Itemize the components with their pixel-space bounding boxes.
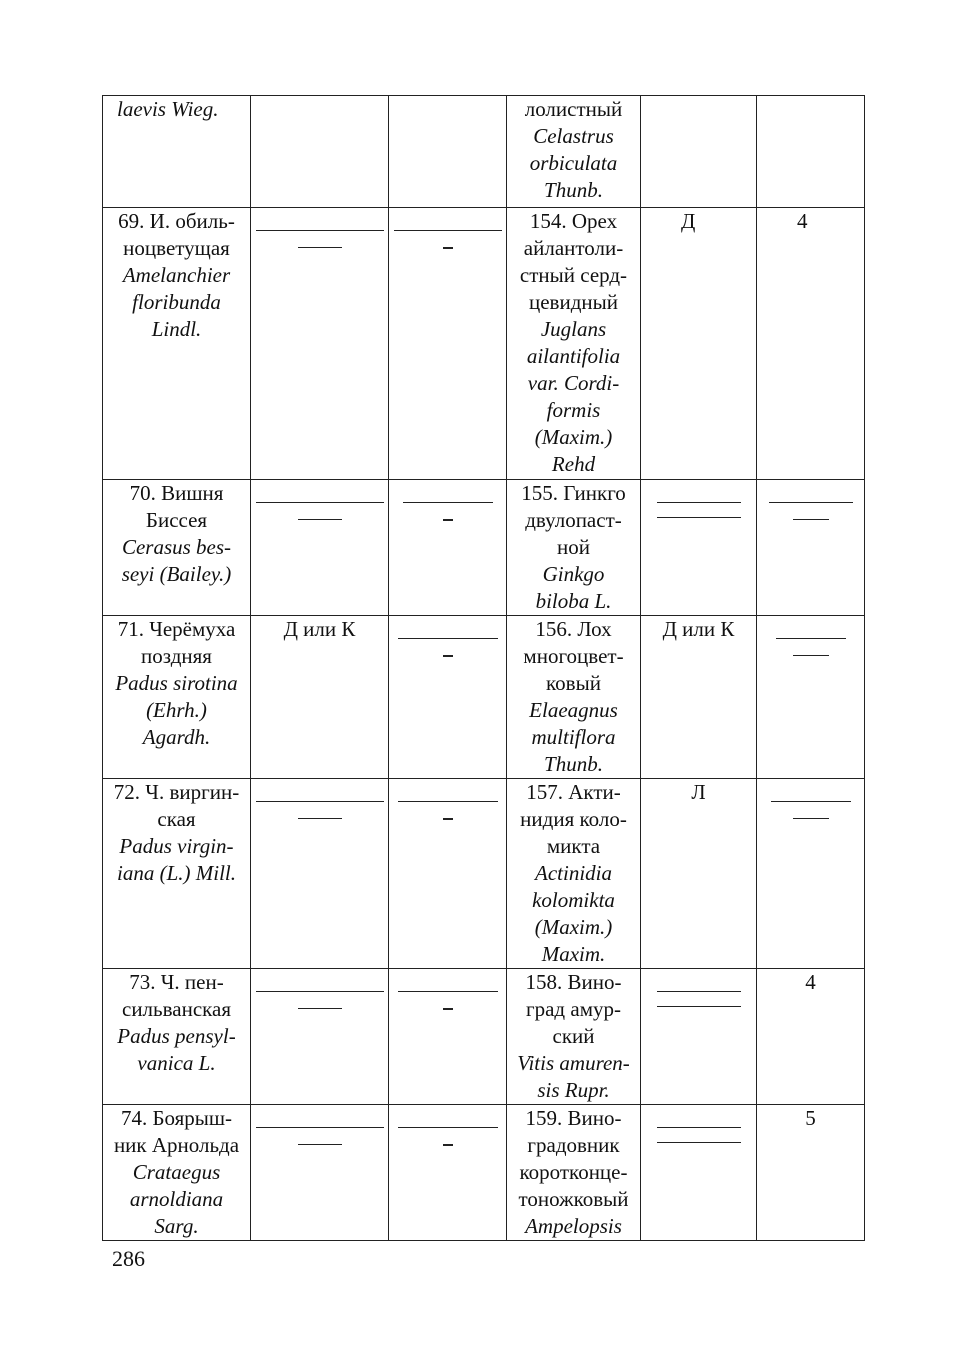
col3-cell [389, 208, 507, 480]
species-name-cell [103, 969, 251, 1105]
dash-line [256, 991, 384, 992]
dash-line [443, 519, 453, 521]
dash-line [657, 502, 741, 503]
col2-cell [251, 1105, 389, 1241]
dash-line [769, 502, 853, 503]
cell-value: Д [681, 209, 696, 233]
name-line: Lindl. [151, 317, 202, 341]
name-line: Juglans [540, 317, 607, 341]
col5-cell [641, 1105, 757, 1241]
species-name-cell [507, 208, 641, 480]
species-name-cell [507, 480, 641, 616]
dash-line [298, 818, 342, 819]
name-line: Crataegus [132, 1160, 221, 1184]
name-line: ailantifolia [526, 344, 621, 368]
name-line: ник Арнольда [113, 1133, 240, 1157]
cell-value: Д или К [283, 617, 356, 641]
dash-line [298, 1144, 342, 1145]
name-line: поздняя [141, 644, 212, 668]
dash-line [443, 655, 453, 657]
species-name-cell [103, 96, 251, 208]
name-line: 74. Боярыш- [120, 1106, 233, 1130]
col3-cell [389, 779, 507, 969]
dash-line [398, 1127, 498, 1128]
name-line: formis [546, 398, 601, 422]
name-line: Thunb. [544, 178, 603, 202]
col6-cell [757, 969, 865, 1105]
dash-line [256, 801, 384, 802]
name-line: 69. И. обиль- [118, 209, 235, 233]
table-row [103, 1105, 865, 1241]
table-row [103, 96, 865, 208]
col6-cell [757, 96, 865, 208]
name-line: 70. Вишня [129, 481, 224, 505]
table-row [103, 779, 865, 969]
name-line: лолистный [524, 97, 623, 121]
table-row [103, 969, 865, 1105]
col2-cell [251, 779, 389, 969]
name-line: коротконце- [519, 1160, 628, 1184]
col3-cell [389, 96, 507, 208]
dash-line [398, 801, 498, 802]
name-line: (Maxim.) [534, 425, 613, 449]
name-line: нидия коло- [520, 807, 627, 831]
col6-cell [757, 1105, 865, 1241]
name-line: Elaeagnus [529, 698, 618, 722]
name-line: sis Rupr. [537, 1078, 610, 1102]
name-line: Maxim. [541, 942, 606, 966]
name-line: Amelanchier [122, 263, 231, 287]
name-line: 72. Ч. виргин- [113, 780, 240, 804]
name-line: 157. Акти- [526, 780, 621, 804]
dash-line [398, 638, 498, 639]
col2-cell [251, 96, 389, 208]
name-line: айлантоли- [523, 236, 624, 260]
dash-line [443, 1144, 453, 1146]
dash-line [394, 230, 502, 231]
name-line: Padus virgin- [119, 834, 234, 858]
name-line: 71. Черёмуха [117, 617, 236, 641]
col2-cell [251, 208, 389, 480]
col5-cell [641, 616, 757, 779]
col2-cell [251, 616, 389, 779]
cell-value: Л [691, 780, 706, 804]
col5-cell [641, 480, 757, 616]
name-line: 159. Вино- [525, 1106, 622, 1130]
name-line: iana (L.) Mill. [117, 861, 236, 885]
species-name-cell [507, 779, 641, 969]
name-line: biloba L. [535, 589, 612, 613]
dash-line [657, 517, 741, 518]
col6-cell [757, 616, 865, 779]
col5-cell [641, 779, 757, 969]
species-name-cell [507, 616, 641, 779]
col5-cell [641, 208, 757, 480]
name-line: ский [552, 1024, 595, 1048]
col3-cell [389, 969, 507, 1105]
col5-cell [641, 96, 757, 208]
name-line: двулопаст- [525, 508, 622, 532]
dash-line [443, 1008, 453, 1010]
col2-cell [251, 969, 389, 1105]
name-line: Ginkgo [542, 562, 605, 586]
name-line: ной [557, 535, 590, 559]
dash-line [776, 638, 846, 639]
dash-line [793, 519, 829, 520]
dash-line [793, 655, 829, 656]
name-line: 154. Орех [529, 209, 618, 233]
name-line: Ampelopsis [525, 1214, 622, 1238]
name-line: ская [157, 807, 196, 831]
species-name-cell [103, 208, 251, 480]
name-line: сильванская [122, 997, 231, 1021]
name-line: Rehd [551, 452, 596, 476]
dash-line [298, 1008, 342, 1009]
table-row [103, 616, 865, 779]
name-line: Actinidia [535, 861, 612, 885]
dash-line [403, 502, 493, 503]
dash-line [298, 519, 342, 520]
dash-line [443, 247, 453, 249]
cell-value: 4 [805, 970, 816, 994]
name-line: микта [546, 834, 601, 858]
col3-cell [389, 1105, 507, 1241]
table-row [103, 480, 865, 616]
species-name-cell [103, 480, 251, 616]
name-line: 155. Гинкго [521, 481, 626, 505]
name-line: цевидный [529, 290, 618, 314]
name-line: град амур- [526, 997, 621, 1021]
col6-cell [757, 779, 865, 969]
name-line: Padus sirotina [115, 671, 238, 695]
name-line: Agardh. [142, 725, 211, 749]
name-line: многоцвет- [523, 644, 624, 668]
dash-line [443, 818, 453, 820]
name-line: Vitis amuren- [517, 1051, 630, 1075]
cell-value: Д или К [662, 617, 735, 641]
species-name-cell [103, 616, 251, 779]
species-name-cell [507, 969, 641, 1105]
dash-line [298, 247, 342, 248]
species-name-cell [507, 1105, 641, 1241]
page-number: 286 [112, 1246, 145, 1271]
species-name-cell [103, 1105, 251, 1241]
dash-line [771, 801, 851, 802]
name-line: ковый [546, 671, 601, 695]
cell-value: 4 [797, 209, 808, 233]
plant-table [102, 95, 865, 1241]
dash-line [657, 991, 741, 992]
col2-cell [251, 480, 389, 616]
name-line: стный серд- [519, 263, 628, 287]
species-name-cell [507, 96, 641, 208]
col3-cell [389, 480, 507, 616]
name-line: 158. Вино- [525, 970, 622, 994]
dash-line [398, 991, 498, 992]
dash-line [256, 502, 384, 503]
species-name-cell [103, 779, 251, 969]
name-line: (Maxim.) [534, 915, 613, 939]
name-line: arnoldiana [129, 1187, 224, 1211]
name-line: 73. Ч. пен- [129, 970, 224, 994]
cell-value: 5 [805, 1106, 816, 1130]
name-line: Thunb. [544, 752, 603, 776]
name-line: Биссея [145, 508, 208, 532]
dash-line [793, 818, 829, 819]
name-line: floribunda [132, 290, 221, 314]
name-line: (Ehrh.) [146, 698, 207, 722]
name-line: 156. Лох [535, 617, 612, 641]
dash-line [256, 230, 384, 231]
name-line: ноцветущая [123, 236, 230, 260]
name-line: multiflora [531, 725, 616, 749]
name-line: kolomikta [532, 888, 615, 912]
col5-cell [641, 969, 757, 1105]
dash-line [657, 1127, 741, 1128]
name-line: vanica L. [137, 1051, 216, 1075]
col6-cell [757, 208, 865, 480]
name-line: градовник [527, 1133, 620, 1157]
dash-line [657, 1006, 741, 1007]
name-line: laevis Wieg. [117, 97, 219, 121]
name-line: Padus pensyl- [117, 1024, 236, 1048]
dash-line [256, 1127, 384, 1128]
name-line: seyi (Bailey.) [121, 562, 232, 586]
name-line: Celastrus [533, 124, 614, 148]
col6-cell [757, 480, 865, 616]
name-line: Cerasus bes- [121, 535, 232, 559]
name-line: тоножковый [518, 1187, 629, 1211]
table-row [103, 208, 865, 480]
name-line: orbiculata [529, 151, 618, 175]
name-line: var. Cordi- [527, 371, 620, 395]
dash-line [657, 1142, 741, 1143]
name-line: Sarg. [154, 1214, 199, 1238]
col3-cell [389, 616, 507, 779]
